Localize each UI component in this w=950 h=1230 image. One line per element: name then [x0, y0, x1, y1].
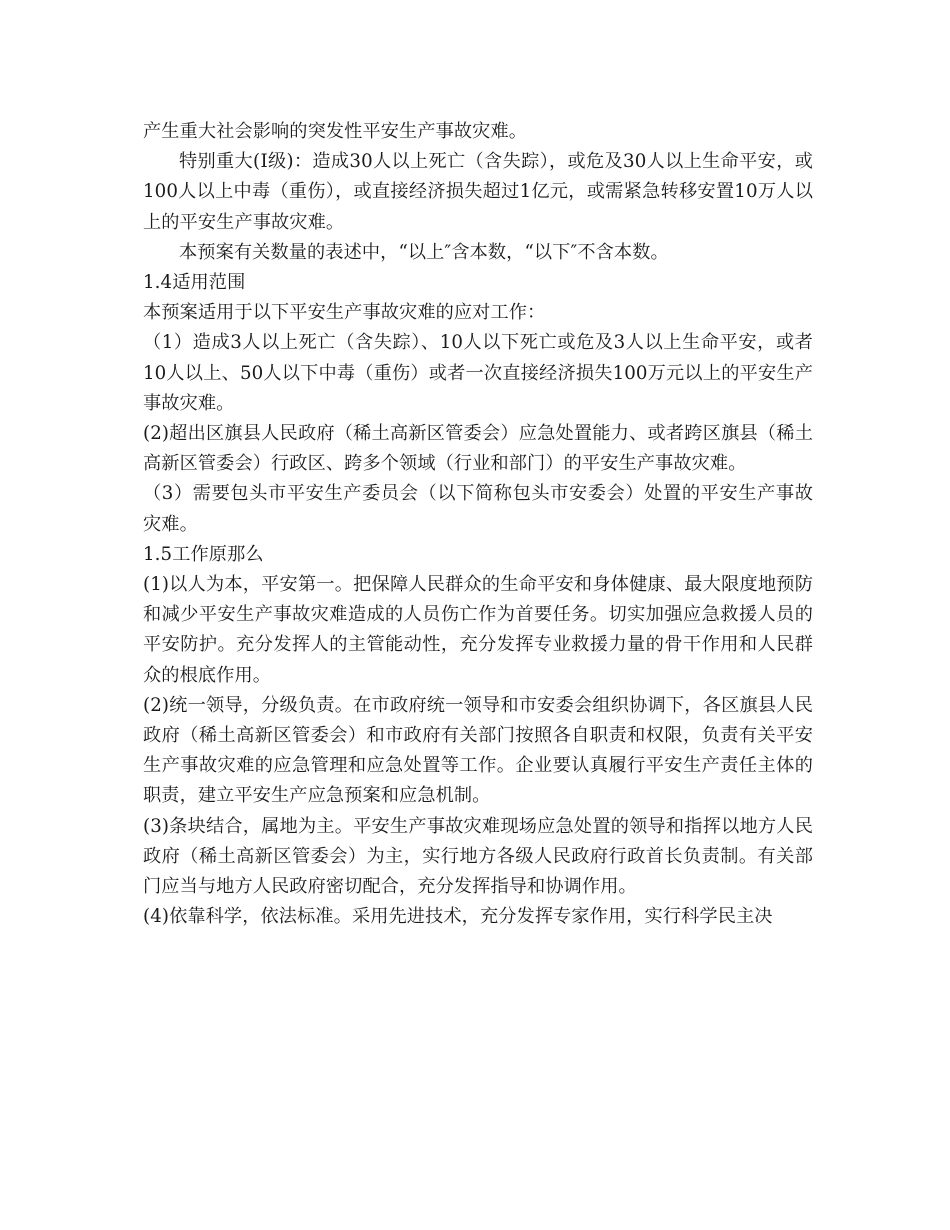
section-heading-principles: 1.5工作原那么: [143, 543, 264, 565]
list-item-principle-3: (3)条块结合，属地为主。平安生产事故灾难现场应急处置的领导和指挥以地方人民政府（稀土高新区管委会）为主，实行地方各级人民政府行政首长负责制。有关部门应当与地方人民政府密切配合，充分发挥指导和协调作用。: [143, 815, 813, 898]
list-item-scope-3: （3）需要包头市平安生产委员会（以下简称包头市安委会）处置的平安生产事故灾难。: [143, 483, 813, 535]
list-item-principle-1: (1)以人为本，平安第一。把保障人民群众的生命平安和身体健康、最大限度地预防和减少平安生产事故灾难造成的人员伤亡作为首要任务。切实加强应急救援人员的平安防护。充分发挥人的主管能动性，充分发挥专业救援力量的骨干作用和人民群众的根底作用。: [143, 574, 813, 686]
list-item-scope-2: (2)超出区旗县人民政府（稀土高新区管委会）应急处置能力、或者跨区旗县（稀土高新区管委会）行政区、跨多个领域（行业和部门）的平安生产事故灾难。: [143, 423, 813, 475]
list-item-principle-4: (4)依靠科学，依法标准。采用先进技术，充分发挥专家作用，实行科学民主决: [143, 906, 773, 928]
paragraph-quantity-note: 本预案有关数量的表述中，“以上″含本数，“以下″不含本数。: [179, 241, 669, 263]
list-item-scope-1: （1）造成3人以上死亡（含失踪）、10人以下死亡或危及3人以上生命平安，或者10人以上、50人以下中毒（重伤）或者一次直接经济损失100万元以上的平安生产事故灾难。: [143, 332, 813, 414]
section-heading-scope: 1.4适用范围: [143, 272, 246, 294]
paragraph-level-one-definition: 特别重大(Ⅰ级)：造成30人以上死亡（含失踪），或危及30人以上生命平安，或100人以上中毒（重伤），或直接经济损失超过1亿元，或需紧急转移安置10万人以上的平安生产事故灾难。: [143, 151, 813, 233]
paragraph-scope-intro: 本预案适用于以下平安生产事故灾难的应对工作：: [143, 302, 546, 324]
list-item-principle-2: (2)统一领导，分级负责。在市政府统一领导和市安委会组织协调下，各区旗县人民政府（稀土高新区管委会）和市政府有关部门按照各自职责和权限，负责有关平安生产事故灾难的应急管理和应急处置等工作。企业要认真履行平安生产责任主体的职责，建立平安生产应急预案和应急机制。: [143, 694, 813, 807]
document-body: [143, 117, 813, 932]
paragraph-intro-continuation: 产生重大社会影响的突发性平安生产事故灾难。: [143, 121, 528, 142]
